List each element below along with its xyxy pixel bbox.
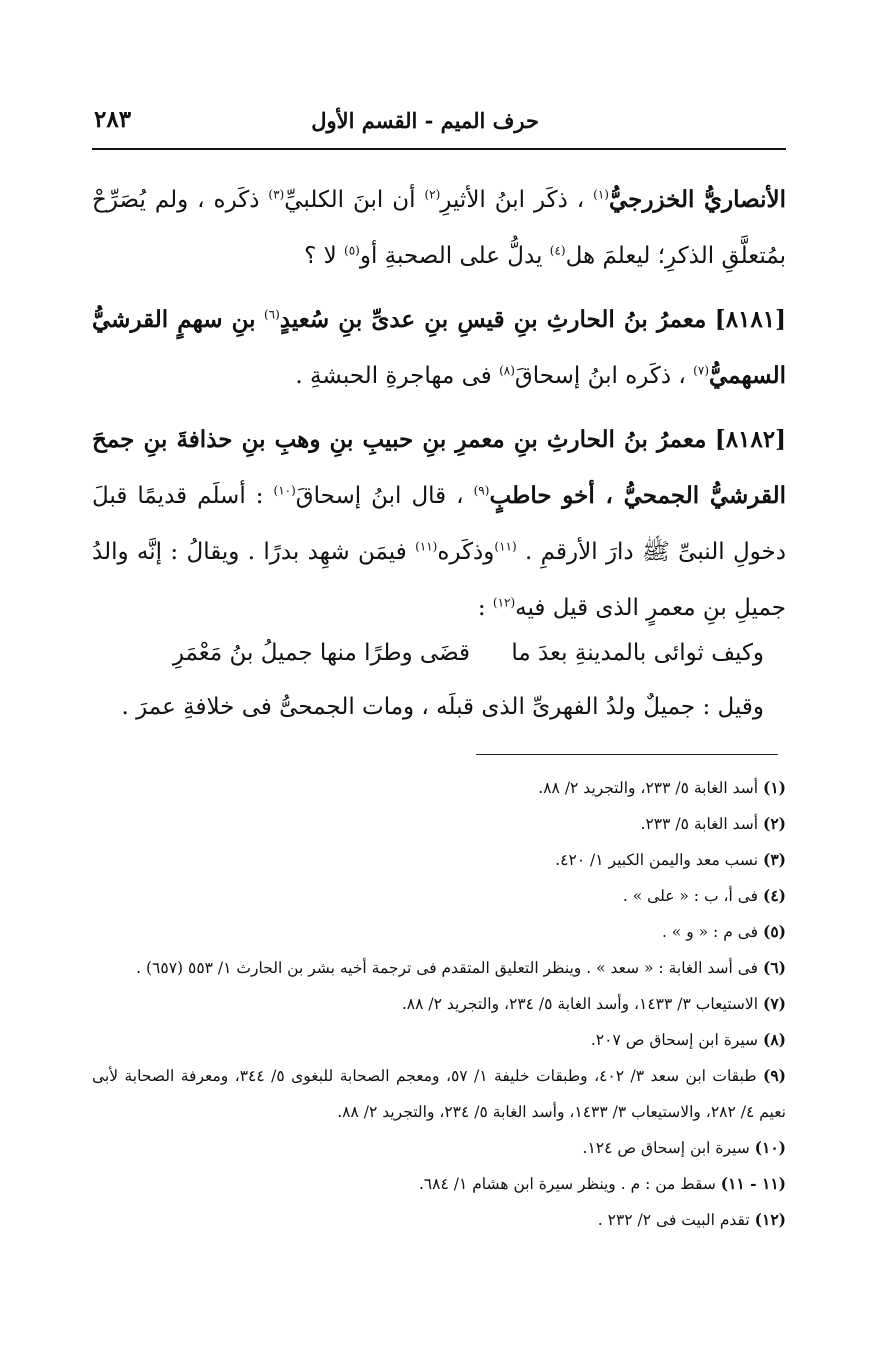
person-name: معمرُ بنُ الحارثِ بنِ معمرِ بنِ حبيبِ بنِ وهبِ بنِ حذافةَ بنِ جمحَ القرشيُّ الجمحيُّ ، أخو حاطبٍ [92, 426, 787, 509]
footnote-ref[interactable]: (١٠) [273, 483, 296, 498]
text-run: : أسلَم قديمًا قبلَ دخولِ النبىِّ ﷺ دارَ الأرقمِ . [92, 483, 787, 565]
person-name-cont: بنِ سهمٍ القرشيُّ السهميُّ [92, 306, 786, 389]
main-text [92, 172, 786, 636]
footnote [92, 770, 786, 806]
footnote-text: تقدم البيت فى ٢/ ٢٣٢ . [597, 1211, 750, 1229]
footnote-text: نسب معد واليمن الكبير ١/ ٤٢٠. [555, 851, 759, 869]
footnote-text: أسد الغابة ٥/ ٢٣٣. [640, 815, 759, 833]
footnote-ref[interactable]: (٢) [424, 187, 441, 202]
entry-number: [٨١٨١] [714, 306, 786, 333]
footnote-ref[interactable]: (٣) [268, 187, 285, 202]
footnote-number: (١٢) [754, 1210, 786, 1229]
person-name: معمرُ بنُ الحارثِ بنِ قيسِ بنِ عدىِّ بنِ سُعيدٍ [279, 306, 707, 333]
footnote [92, 914, 786, 950]
footnote-ref[interactable]: (١٢) [492, 595, 516, 610]
footnote-ref[interactable]: (٥) [344, 243, 360, 258]
footnote-number: (٧) [762, 994, 786, 1013]
footnote [92, 1058, 786, 1130]
entry-8181 [92, 292, 786, 404]
footnote-number: (٢) [762, 814, 786, 833]
text-run: فيمَن شهِد بدرًا . ويقالُ : إنَّه والدُ جميلِ بنِ معمرٍ الذى قيل فيه [92, 539, 786, 621]
entry-8182 [92, 412, 786, 636]
footnote-ref[interactable]: (٦) [263, 307, 280, 322]
footnote-ref[interactable]: (٤) [549, 243, 566, 258]
footnote-ref[interactable]: (٨) [499, 363, 515, 378]
hemistich-second: قضَى وطرًا منها جميلُ بنُ مَعْمَرِ [172, 640, 471, 666]
entry-continuation [92, 172, 786, 284]
footnote [92, 1130, 786, 1166]
footnote-text: فى م : « و » . [661, 923, 759, 941]
entry-number: [٨١٨٢] [714, 426, 787, 453]
text-run: لا ؟ [304, 243, 337, 269]
footnote-ref[interactable]: (٧) [693, 363, 709, 378]
header-rule [92, 148, 786, 150]
footnote [92, 806, 786, 842]
text-run: يدلُّ على الصحبةِ أو [359, 243, 543, 269]
footnotes [92, 770, 786, 1238]
footnote [92, 1202, 786, 1238]
text-run: : [477, 595, 486, 621]
footnote-text: فى أ، ب : « على » . [622, 887, 759, 905]
footnote-number: (١١ - ١١) [720, 1174, 786, 1193]
running-header [94, 104, 784, 148]
footnote-ref[interactable]: (١) [593, 187, 609, 202]
footnote-ref[interactable]: (١١) [415, 539, 438, 554]
text-run: وذكَره [437, 539, 495, 565]
footnote [92, 1022, 786, 1058]
running-title: حرف الميم - القسم الأول [311, 108, 539, 133]
footnote-number: (١) [762, 778, 786, 797]
person-name: الأنصاريُّ الخزرجيُّ [608, 186, 787, 213]
footnote-text: أسد الغابة ٥/ ٢٣٣، والتجريد ٢/ ٨٨. [538, 779, 759, 797]
footnote-number: (٤) [762, 886, 786, 905]
footnote-text: طبقات ابن سعد ٣/ ٤٠٢، وطبقات خليفة ١/ ٥٧، ومعجم الصحابة للبغوى ٥/ ٣٤٤، ومعرفة الصحابة لأبى نعيم ٤/ ٢٨٢، والاستيعاب ٣/ ١٤٣٣، وأسد الغابة ٥/ ٢٣٤، والتجريد ٢/ ٨٨. [92, 1067, 786, 1121]
footnote-text: سقط من : م . وينظر سيرة ابن هشام ١/ ٦٨٤. [418, 1175, 716, 1193]
footnote-number: (١٠) [754, 1138, 786, 1157]
closing-line: وقيل : جميلٌ ولدُ الفهرىِّ الذى قبلَه ، ومات الجمحىُّ فى خلافةِ عمرَ . [121, 694, 764, 720]
footnote-number: (٥) [762, 922, 786, 941]
text-run: فى مهاجرةِ الحبشةِ . [295, 363, 492, 389]
footnote [92, 878, 786, 914]
footnote-separator [476, 754, 778, 755]
footnote-text: فى أسد الغابة : « سعد » . وينظر التعليق المتقدم فى ترجمة أخيه بشر بن الحارث ١/ ٥٥٣ (٦٥٧) . [136, 959, 759, 977]
footnote-number: (٨) [762, 1030, 786, 1049]
text-run: ، قال ابنُ إسحاقَ [295, 483, 464, 509]
text-run: ، ذكَره ابنُ إسحاقَ [514, 363, 686, 389]
footnote-number: (٣) [762, 850, 786, 869]
footnote [92, 986, 786, 1022]
footnote-text: سيرة ابن إسحاق ص ٢٠٧. [590, 1031, 759, 1049]
footnote [92, 842, 786, 878]
footnote-text: الاستيعاب ٣/ ١٤٣٣، وأسد الغابة ٥/ ٢٣٤، والتجريد ٢/ ٨٨. [401, 995, 759, 1013]
footnote [92, 1166, 786, 1202]
hemistich-first: وكيف ثوائى بالمدينةِ بعدَ ما [511, 640, 764, 666]
footnote-number: (٦) [762, 958, 786, 977]
text-run: ذكَره ، ولم يُصَرِّحْ بمُتعلَّقِ الذكرِ؛ ليعلمَ هل [92, 187, 786, 269]
verse-line [173, 628, 764, 678]
text-run: ، ذكَر ابنُ الأثيرِ [440, 187, 585, 213]
text-run: أن ابنَ الكلبيِّ [284, 187, 416, 213]
footnote [92, 950, 786, 986]
page-number: ٢٨٣ [94, 106, 132, 133]
footnote-text: سيرة ابن إسحاق ص ١٢٤. [582, 1139, 750, 1157]
footnote-number: (٩) [762, 1066, 786, 1085]
footnote-ref[interactable]: (١١) [494, 539, 517, 554]
footnote-ref[interactable]: (٩) [473, 483, 490, 498]
